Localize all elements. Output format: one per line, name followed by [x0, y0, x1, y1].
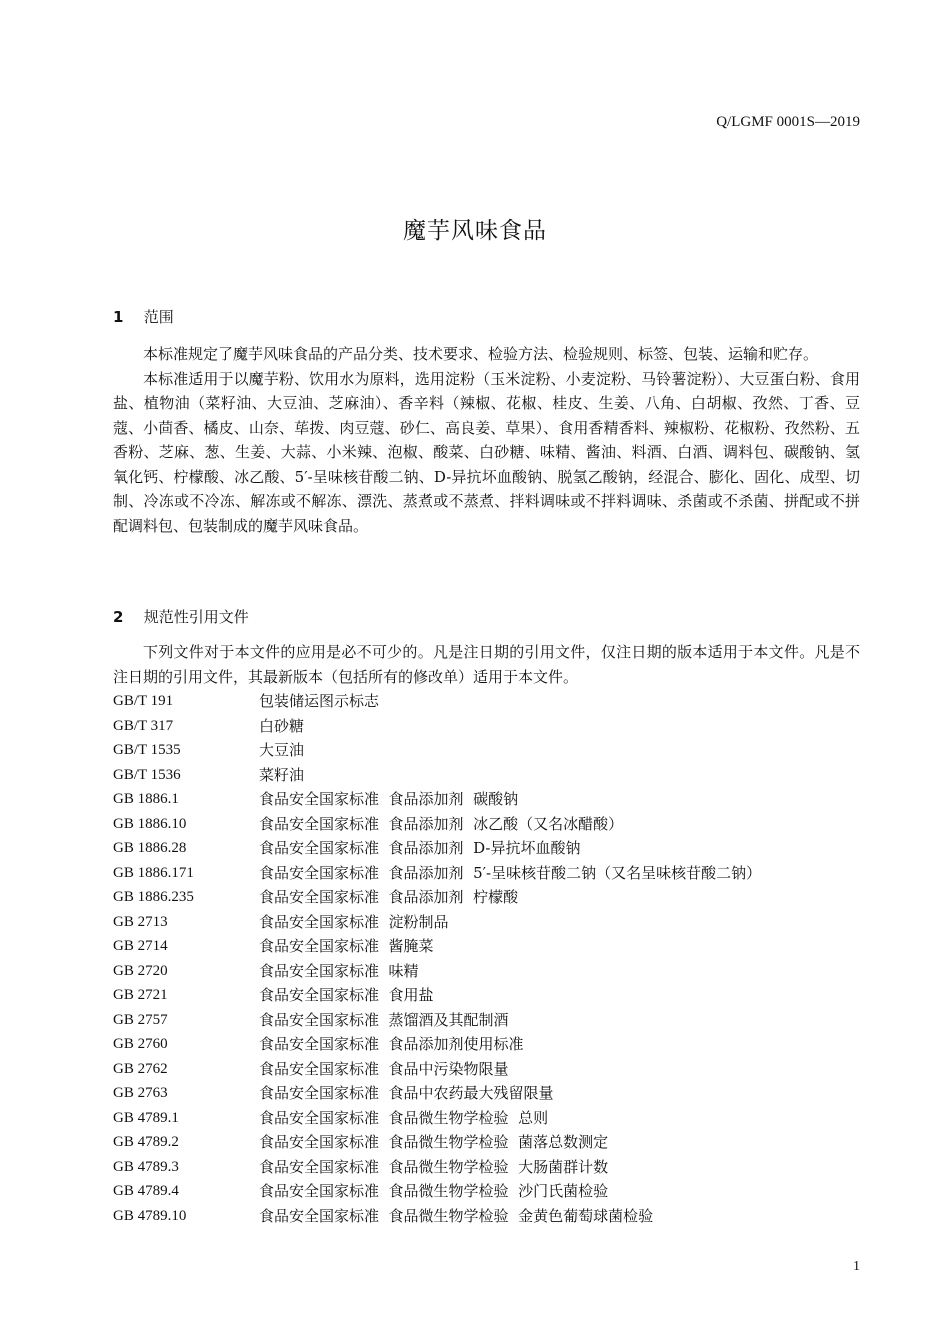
reference-title: 食品安全国家标准 食品微生物学检验 菌落总数测定 [259, 1133, 609, 1151]
section-2-body [113, 640, 860, 689]
reference-title: 食品安全国家标准 食品添加剂 冰乙酸（又名冰醋酸） [259, 814, 624, 833]
reference-row [113, 1008, 860, 1033]
reference-title: 食品安全国家标准 食品微生物学检验 金黄色葡萄球菌检验 [259, 1206, 654, 1225]
reference-title: 食品安全国家标准 食品中污染物限量 [259, 1059, 509, 1078]
reference-code: GB 4789.4 [113, 1183, 179, 1199]
reference-code: GB 1886.171 [113, 864, 194, 881]
paragraph: 本标准规定了魔芋风味食品的产品分类、技术要求、检验方法、检验规则、标签、包装、运输和贮存。 [143, 345, 819, 363]
section-2-heading [113, 606, 860, 627]
reference-code: GB 4789.10 [113, 1207, 187, 1224]
section-number: 1 [113, 308, 124, 326]
reference-code: GB 4789.1 [113, 1109, 179, 1126]
reference-title: 食品安全国家标准 食品微生物学检验 大肠菌群计数 [259, 1157, 609, 1176]
reference-code: GB 1886.28 [113, 840, 187, 856]
section-title: 范围 [143, 308, 174, 326]
reference-row [113, 983, 860, 1008]
reference-code: GB/T 191 [113, 693, 174, 709]
reference-row [113, 1057, 860, 1082]
reference-title: 食品安全国家标准 食品添加剂 碳酸钠 [259, 790, 519, 808]
reference-row [113, 714, 860, 739]
reference-code: GB 4789.2 [113, 1134, 179, 1150]
reference-code: GB 2757 [113, 1011, 168, 1028]
reference-row [113, 1130, 860, 1155]
reference-title: 食品安全国家标准 食品中农药最大残留限量 [259, 1084, 554, 1102]
reference-row [113, 738, 860, 763]
reference-row [113, 885, 860, 910]
section-1-body [113, 342, 860, 538]
reference-code: GB/T 317 [113, 717, 174, 734]
reference-code: GB 1886.235 [113, 889, 194, 905]
section-1-heading [113, 306, 860, 327]
reference-title: 白砂糖 [259, 716, 305, 735]
reference-code: GB/T 1536 [113, 766, 181, 783]
paragraph: 下列文件对于本文件的应用是必不可少的。凡是注日期的引用文件，仅注日期的版本适用于本文件。凡是不注日期的引用文件，其最新版本（包括所有的修改单）适用于本文件。 [113, 643, 860, 686]
reference-title: 包装储运图示标志 [259, 692, 380, 710]
reference-code: GB 2720 [113, 962, 168, 979]
reference-row [113, 1204, 860, 1229]
reference-title: 食品安全国家标准 食品微生物学检验 总则 [259, 1108, 549, 1127]
reference-code: GB 2763 [113, 1085, 168, 1101]
reference-row [113, 861, 860, 886]
reference-code: GB 2714 [113, 938, 168, 954]
reference-code: GB 1886.10 [113, 815, 187, 832]
section-number: 2 [113, 608, 124, 626]
reference-code: GB 2762 [113, 1060, 168, 1077]
reference-code: GB 2721 [113, 987, 168, 1003]
document-title: 魔芋风味食品 [403, 218, 547, 244]
reference-title: 菜籽油 [259, 765, 305, 784]
reference-title: 食品安全国家标准 食品添加剂 D-异抗坏血酸钠 [259, 839, 581, 857]
reference-code: GB 1886.1 [113, 791, 179, 807]
reference-row [113, 1155, 860, 1180]
reference-row [113, 1106, 860, 1131]
paragraph: 本标准适用于以魔芋粉、饮用水为原料，选用淀粉（玉米淀粉、小麦淀粉、马铃薯淀粉）、大豆蛋白粉、食用盐、植物油（菜籽油、大豆油、芝麻油）、香辛料（辣椒、花椒、桂皮、生姜、八角、白胡椒、孜然、丁香、豆蔻、小茴香、橘皮、山奈、荜拨、肉豆蔻、砂仁、高良姜、草果）、食用香精香料、辣椒粉、花椒粉、孜然粉、五香粉、芝麻、葱、生姜、大蒜、小米辣、泡椒、酸菜、白砂糖、味精、酱油、料酒、白酒、调料包、碳酸钠、氢氧化钙、柠檬酸、冰乙酸、5′-呈味核苷酸二钠、D-异抗坏血酸钠、脱氢乙酸钠，经混合、膨化、固化、成型、切制、冷冻或不冷冻、解冻或不解冻、漂洗、蒸煮或不蒸煮、拌料调味或不拌料调味、杀菌或不杀菌、拼配或不拼配调料包、包装制成的魔芋风味食品。 [113, 369, 860, 535]
reference-code: GB 2760 [113, 1036, 168, 1052]
section-title: 规范性引用文件 [143, 608, 249, 626]
reference-title: 食品安全国家标准 食品添加剂使用标准 [259, 1035, 524, 1053]
reference-title: 食品安全国家标准 味精 [259, 961, 419, 980]
reference-row [113, 934, 860, 959]
reference-row [113, 959, 860, 984]
page-number: 1 [853, 1259, 860, 1274]
reference-row [113, 812, 860, 837]
reference-row [113, 763, 860, 788]
reference-code: GB/T 1535 [113, 742, 181, 758]
reference-title: 食品安全国家标准 酱腌菜 [259, 937, 434, 955]
reference-code: GB 4789.3 [113, 1158, 179, 1175]
reference-title: 大豆油 [259, 741, 305, 759]
reference-title: 食品安全国家标准 食用盐 [259, 986, 434, 1004]
reference-row [113, 1179, 860, 1204]
reference-row [113, 1081, 860, 1106]
reference-title: 食品安全国家标准 食品添加剂 5′-呈味核苷酸二钠（又名呈味核苷酸二钠） [259, 863, 762, 882]
reference-title: 食品安全国家标准 淀粉制品 [259, 912, 449, 931]
reference-title: 食品安全国家标准 食品微生物学检验 沙门氏菌检验 [259, 1182, 609, 1200]
reference-code: GB 2713 [113, 913, 168, 930]
reference-row [113, 1032, 860, 1057]
reference-list [113, 689, 860, 1228]
reference-row [113, 689, 860, 714]
reference-row [113, 787, 860, 812]
reference-row [113, 910, 860, 935]
reference-title: 食品安全国家标准 食品添加剂 柠檬酸 [259, 888, 519, 906]
document-code: Q/LGMF 0001S—2019 [716, 114, 860, 130]
reference-row [113, 836, 860, 861]
reference-title: 食品安全国家标准 蒸馏酒及其配制酒 [259, 1010, 509, 1029]
